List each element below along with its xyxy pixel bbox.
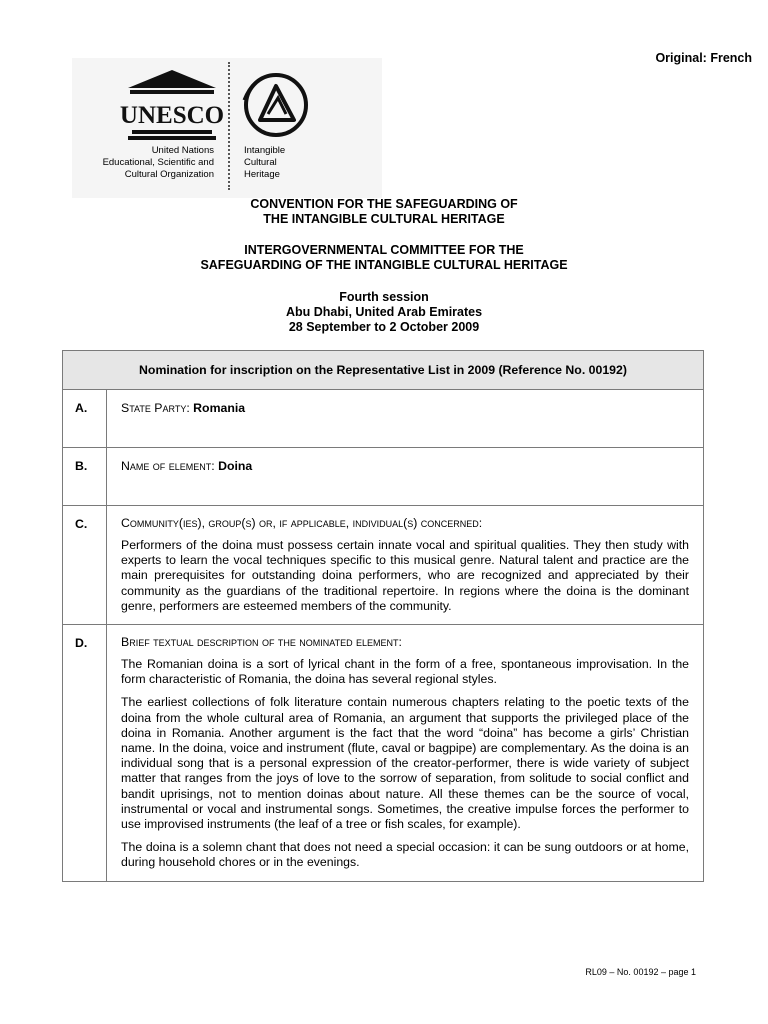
state-party-label: State Party:	[121, 401, 190, 415]
original-language-note: Original: French	[655, 51, 752, 65]
row-letter: D.	[63, 625, 107, 882]
unesco-caption: United Nations Educational, Scientific and Cultural Organization	[102, 145, 214, 180]
ich-caption: Intangible Cultural Heritage	[244, 145, 286, 180]
community-label: Community(ies), group(s) or, if applicable, individual(s) concerned:	[121, 516, 483, 530]
ich-emblem-logo	[240, 70, 310, 140]
community-paragraph: Performers of the doina must possess certain innate vocal and spiritual qualities. They then study with experts to learn the vocal techniques specific to this musical genre. Natural talent and practice are the main prerequisites for outstanding doina performers, who are recognized and appreciated by their community as the guardians of the traditional repertoire. In regions where the doina is the dominant genre, performers are esteemed members of the community.	[121, 538, 689, 613]
committee-title: INTERGOVERNMENTAL COMMITTEE FOR THE SAFEGUARDING OF THE INTANGIBLE CULTURAL HERITAGE	[200, 243, 568, 272]
logo-block	[72, 58, 382, 198]
element-name-value: Doina	[218, 459, 253, 473]
description-label: Brief textual description of the nominated element:	[121, 635, 402, 650]
description-paragraph-3: The doina is a solemn chant that does not need a special occasion: it can be sung outdoors or at home, during household chores or in the evenings.	[121, 840, 689, 870]
session-info: Fourth session Abu Dhabi, United Arab Emirates 28 September to 2 October 2009	[285, 290, 483, 334]
description-paragraph-1: The Romanian doina is a sort of lyrical chant in the form of a free, spontaneous improvisation. In the form characteristic of Romania, the doina has several regional styles.	[121, 657, 689, 687]
page-footer: RL09 – No. 00192 – page 1	[585, 967, 696, 977]
table-header: Nomination for inscription on the Representative List in 2009 (Reference No. 00192)	[63, 351, 704, 390]
state-party-value: Romania	[193, 401, 246, 415]
row-letter: A.	[63, 390, 107, 448]
row-letter: B.	[63, 448, 107, 506]
row-letter: C.	[63, 506, 107, 625]
unesco-wordmark: UNESCO	[119, 102, 225, 129]
unesco-temple-logo	[119, 68, 225, 142]
logo-divider	[228, 62, 230, 190]
table-row-state-party	[63, 390, 704, 448]
convention-title: CONVENTION FOR THE SAFEGUARDING OF THE INTANGIBLE CULTURAL HERITAGE	[250, 197, 518, 226]
table-row-community	[63, 506, 704, 625]
table-row-description	[63, 625, 704, 882]
element-name-label: Name of element:	[121, 459, 215, 473]
table-header-row	[63, 351, 704, 390]
nomination-table	[62, 350, 704, 882]
table-row-element-name	[63, 448, 704, 506]
description-paragraph-2: The earliest collections of folk literature contain numerous chapters relating to the poetic texts of the doina from the whole cultural area of Romania, an argument that supports the privileged place of the doina in Romania. Another argument is the fact that the word “doina” has become a girls’ Christian name. In the doina, voice and instrument (flute, caval or bagpipe) are complementary. As the doina is an individual song that is a personal expression of the creator-performer, there is wide variety of subject matter that ranges from the joys of love to the sorrow of separation, from solitude to social conflict and bandit uprisings, not to mention doinas about nature. All these themes can be the source of vocal, instrumental or vocal and instrumental songs. Sometimes, the creative impulse forces the performer to use improvised instruments (the leaf of a tree or fish scales, for example).	[121, 695, 689, 832]
